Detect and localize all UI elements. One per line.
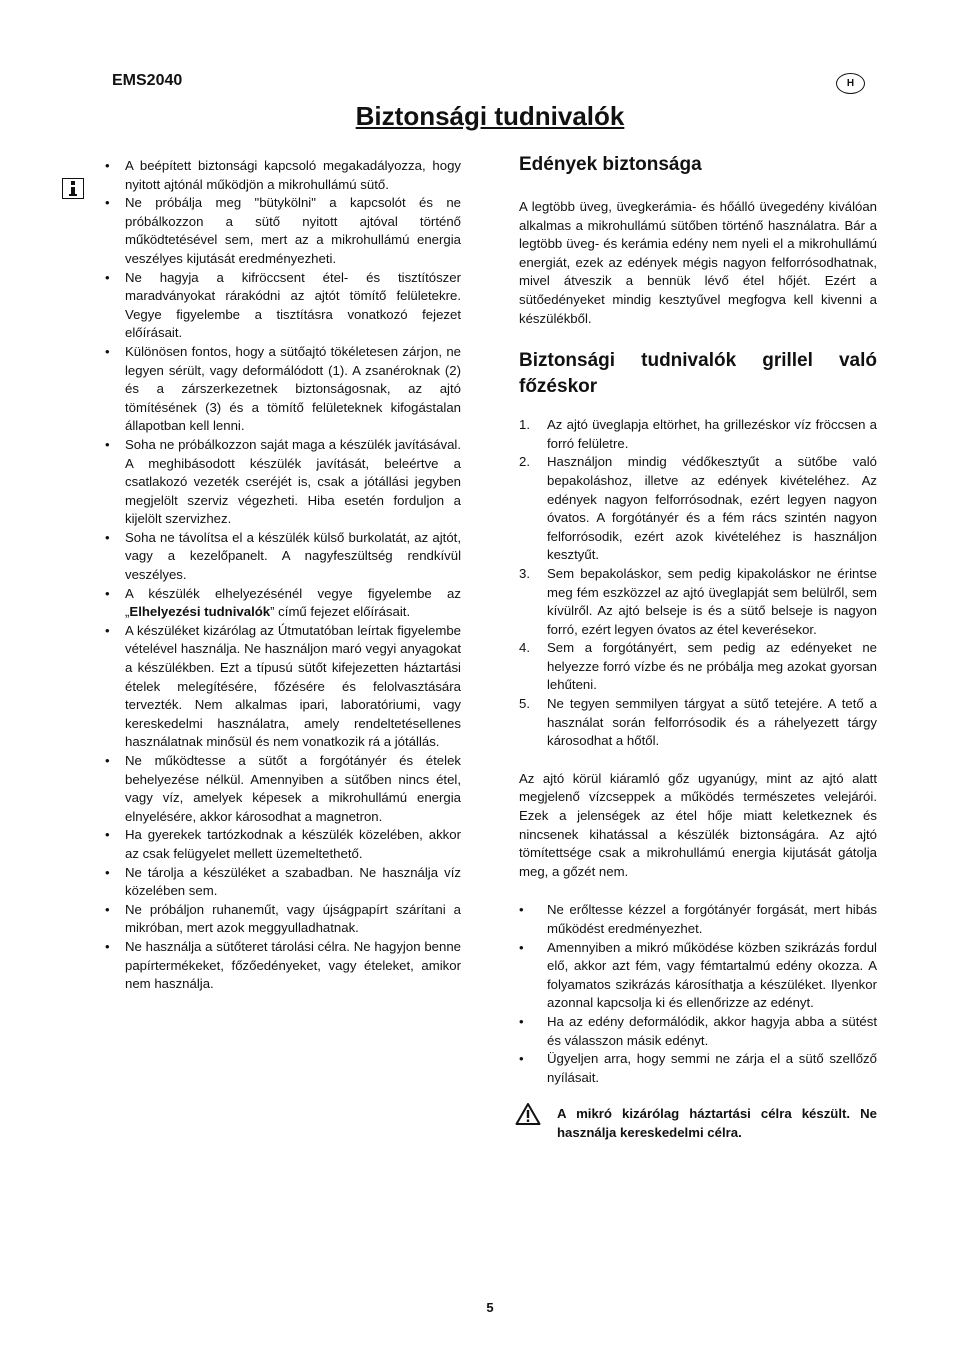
section-heading-cookware: Edények biztonsága <box>519 154 702 175</box>
page-number: 5 <box>486 1300 494 1315</box>
list-item: • Ne erőltesse kézzel a forgótányér forgását, mert hibás működést eredményezhet. <box>519 901 877 938</box>
list-item: • Ne próbáljon ruhaneműt, vagy újságpapírt szárítani a mikróban, mert azok meggyulladhatnak. <box>125 901 461 938</box>
info-icon <box>62 178 84 199</box>
list-item: 5. Ne tegyen semmilyen tárgyat a sütő tetejére. A tető a használat során felforrósodik és a ráhelyezett tárgy károsodhat a hőtől. <box>519 696 877 749</box>
list-item: • Soha ne távolítsa el a készülék külső burkolatát, az ajtót, vagy a kezelőpanelt. A nagyfeszültség rendkívül veszélyes. <box>125 529 461 585</box>
warning-triangle-icon <box>515 1102 541 1126</box>
list-item: • Amennyiben a mikró működése közben szikrázás fordul elő, akkor azt fém, vagy fémtartalmú edény okozza. A folyamatos szikrázás károsíthatja a készüléket. Ilyenkor azonnal kapcsolja ki és ellenőrizze az edényt. <box>519 939 877 1013</box>
right-column <box>519 152 877 1143</box>
list-item: • Ha gyerekek tartózkodnak a készülék közelében, akkor az csak felügyelet mellett üzemeltethető. <box>125 826 461 863</box>
list-item: 4. Sem a forgótányért, sem pedig az edényeket ne helyezze forró vízbe és ne próbálja meg azokat gyorsan lehűteni. <box>519 640 877 693</box>
list-item: • Soha ne próbálkozzon saját maga a készülék javításával. A meghibásodott készülék javítását, beleértve a csatlakozó vezeték cseréjét is, csak a jótállási jegyben megjelölt szerviz végezheti. Hiba esetén forduljon a kijelölt szervizhez. <box>125 436 461 529</box>
list-item: • Ügyeljen arra, hogy semmi ne zárja el a sütő szellőző nyílásait. <box>519 1050 877 1087</box>
section-heading-grill: Biztonsági tudnivalók grillel való főzéskor <box>519 350 877 398</box>
list-item: • Ne próbálja meg "bütykölni" a kapcsolót és ne próbálkozzon a sütő nyitott ajtóval történő működtetésével sem, mert az a mikrohullámú energia veszélyes kijutását eredményezheti. <box>125 194 461 268</box>
list-item: • Ne használja a sütőteret tárolási célra. Ne hagyjon benne papírtermékeket, főzőedényeket, vagy ételeket, amikor nem használja. <box>125 938 461 994</box>
list-item: • A beépített biztonsági kapcsoló megakadályozza, hogy nyitott ajtónál működjön a mikrohullámú sütő. <box>125 157 461 194</box>
grill-steps <box>519 416 877 751</box>
grill-bullets <box>519 901 877 1087</box>
cookware-paragraph: A legtöbb üveg, üvegkerámia- és hőálló üvegedény kiválóan alkalmas a mikrohullámú sütőben történő használatra. Bár a legtöbb üveg- és kerámia edény nem nyeli el a mikrohullámú energiát, ezek az edények mégis nagyon felforrósodhatnak, mivel átveszik a bennük lévő étel hőjét. Ezért a sütőedényeket mindig kesztyűvel megfogva kell kivenni a készülékből. <box>519 199 877 326</box>
placement-suffix: ” című fejezet előírásait. <box>270 604 411 620</box>
list-item: • Különösen fontos, hogy a sütőajtó tökéletesen zárjon, ne legyen sérült, vagy deformálódott (1). A zsanéroknak (2) és a zárszerkezetnek biztonságosnak, az ajtó tömítésének (3) és a tömítő felületeknek kifogástalan állapotban kell lenni. <box>125 343 461 436</box>
language-badge: H <box>836 73 865 94</box>
placement-chapter-ref: Elhelyezési tudnivalók <box>129 604 271 620</box>
list-item: • A készüléket kizárólag az Útmutatóban leírtak figyelembe vételével használja. Ne használjon maró vegyi anyagokat a készülékben. Ezt a típusú sütőt kifejezetten háztartási ételek melegítésére, főzésére és felolvasztására tervezték. Nem alkalmas ipari, laboratóriumi, vagy kereskedelmi használatra, amely rendeltetésellenes használatnak minősül és nem vonatkozik rá a jótállás. <box>125 622 461 752</box>
warning-text: A mikró kizárólag háztartási célra készült. Ne használja kereskedelmi célra. <box>557 1106 877 1140</box>
placement-prefix: A készülék elhelyezésénél vegye figyelembe az „ <box>125 585 461 620</box>
list-item: 3. Sem bepakoláskor, sem pedig kipakoláskor ne érintse meg fém eszközzel az ajtó üveglapját sem belülről, sem kívülről. Az ajtó belseje is és a sütő belseje is nagyon forró, ezért legyen óvatos az étel keverésekor. <box>519 565 877 637</box>
list-item: • Ha az edény deformálódik, akkor hagyja abba a sütést és válasszon másik edényt. <box>519 1013 877 1050</box>
steam-paragraph: Az ajtó körül kiáramló gőz ugyanúgy, mint az ajtó alatt megjelenő vízcseppek a működés természetes velejárói. Ezek a jelenségek az étel hője miatt keletkeznek és nincsenek kihatással a készülék biztonságára. Az ajtó tömítettsége csak a mikrohullámú energia kijutását gátolja meg, a gőzét nem. <box>519 770 877 879</box>
left-column <box>125 157 461 994</box>
list-item: 2. Használjon mindig védőkesztyűt a sütőbe való bepakoláshoz, illetve az edények kivételéhez. Az edények nagyon felforrósodnak, ezért legyen nagyon óvatos. A forgótányér és a fém rács szintén nagyon felforrósodik, ezért azok kivételéhez is használjon kesztyűt. <box>519 454 877 563</box>
safety-list <box>125 157 461 994</box>
page-title: Biztonsági tudnivalók <box>355 101 625 131</box>
list-item: 1. Az ajtó üveglapja eltörhet, ha grillezéskor víz fröccsen a forró felületre. <box>519 417 877 451</box>
warning-note <box>519 1105 877 1142</box>
list-item <box>125 585 461 622</box>
model-number: EMS2040 <box>112 72 183 89</box>
list-item: • Ne tárolja a készüléket a szabadban. Ne használja víz közelében sem. <box>125 864 461 901</box>
list-item: • Ne működtesse a sütőt a forgótányér és ételek behelyezése nélkül. Amennyiben a sütőben nincs étel, vagy víz, amelyek képesek a mikrohullámú energia elnyelésére, akkor károsodhat a magnetron. <box>125 752 461 826</box>
list-item: • Ne hagyja a kifröccsent étel- és tisztítószer maradványokat rárakódni az ajtót tömítő felületekre. Vegye figyelembe a tisztításra vonatkozó fejezet előírásait. <box>125 269 461 343</box>
